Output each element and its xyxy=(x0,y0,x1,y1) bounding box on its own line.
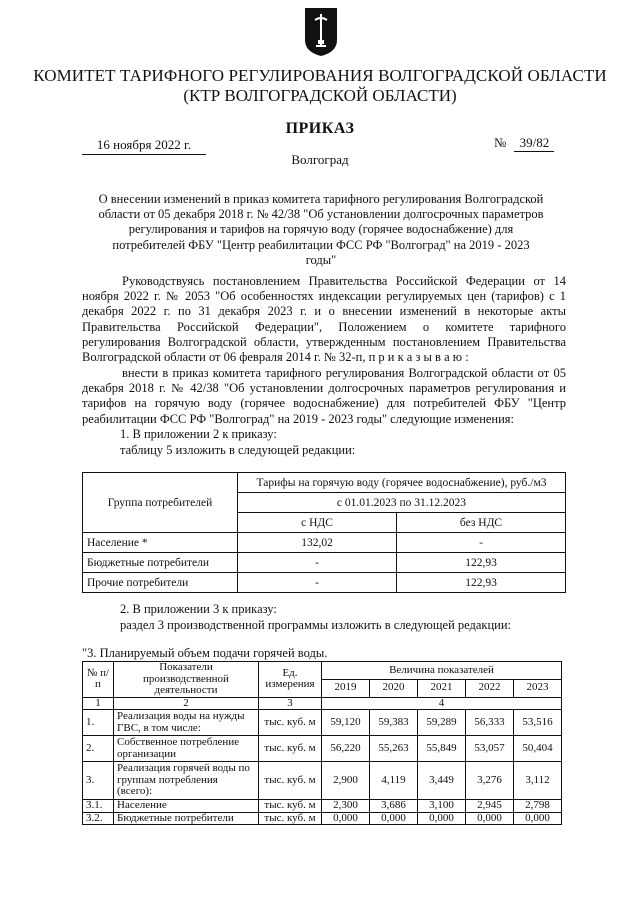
table-header-period: с 01.01.2023 по 31.12.2023 xyxy=(238,493,566,513)
index-cell: 2 xyxy=(114,697,259,710)
table-cell: 2,300 xyxy=(322,800,370,813)
year-2022: 2022 xyxy=(466,679,514,697)
index-cell: 4 xyxy=(322,697,562,710)
table-cell: 3,100 xyxy=(418,800,466,813)
table-cell: 59,120 xyxy=(322,710,370,736)
coat-of-arms-icon xyxy=(303,6,339,58)
table-row xyxy=(83,710,562,736)
table-row xyxy=(83,553,566,573)
table-cell: - xyxy=(238,553,397,573)
table-header-group: Группа потребителей xyxy=(83,473,238,533)
doc-city: Волгоград xyxy=(291,152,349,167)
table-cell: тыс. куб. м xyxy=(259,762,322,800)
table-cell: Реализация воды на нужды ГВС, в том числе: xyxy=(114,710,259,736)
table-cell: тыс. куб. м xyxy=(259,736,322,762)
item-1: 1. В приложении 2 к приказу: xyxy=(120,427,277,441)
table-cell: 59,289 xyxy=(418,710,466,736)
section-3-heading: "3. Планируемый объем подачи горячей воды. xyxy=(82,646,328,660)
table-row xyxy=(83,762,562,800)
table-cell: Бюджетные потребители xyxy=(114,812,259,825)
table-cell: Реализация горячей воды по группам потребления (всего): xyxy=(114,762,259,800)
table-cell: 3,112 xyxy=(514,762,562,800)
org-short-name: (КТР ВОЛГОГРАДСКОЙ ОБЛАСТИ) xyxy=(183,86,457,105)
table-cell: 3,686 xyxy=(370,800,418,813)
table-cell: тыс. куб. м xyxy=(259,710,322,736)
table-cell: - xyxy=(397,533,566,553)
table-cell: Население * xyxy=(83,533,238,553)
table-cell: 3.1. xyxy=(83,800,114,813)
table-cell: 56,333 xyxy=(466,710,514,736)
table-cell: 3,449 xyxy=(418,762,466,800)
table-cell: 50,404 xyxy=(514,736,562,762)
paragraph-basis: Руководствуясь постановлением Правительства Российской Федерации от 14 ноября 2022 г. № 2053 "Об особенностях индексации регулируемых цен (тарифов) с 1 декабря 2022 г. по 31 декабря 2023 г. и о внесении изменений в некоторые акты Правительства Российской Федерации", Положением о комитете тарифного регулирования Волгоградской области, утвержденным постановлением Правительства Волгоградской области от 06 февраля 2014 г. № 32-п, п р и к а з ы в а ю : xyxy=(82,274,566,365)
table-header-without-vat: без НДС xyxy=(397,513,566,533)
year-2021: 2021 xyxy=(418,679,466,697)
table-cell: 53,057 xyxy=(466,736,514,762)
table-cell: 2,798 xyxy=(514,800,562,813)
table-cell: Прочие потребители xyxy=(83,573,238,593)
table-cell: Бюджетные потребители xyxy=(83,553,238,573)
table-cell: 55,263 xyxy=(370,736,418,762)
table-cell: 122,93 xyxy=(397,573,566,593)
table-header-num: № п/п xyxy=(83,662,114,698)
doc-number-block xyxy=(494,135,554,152)
table-header-with-vat: с НДС xyxy=(238,513,397,533)
table-cell: 3. xyxy=(83,762,114,800)
table-cell: Население xyxy=(114,800,259,813)
table-row xyxy=(83,736,562,762)
table-cell: 0,000 xyxy=(514,812,562,825)
table-cell: тыс. куб. м xyxy=(259,800,322,813)
table-cell: 1. xyxy=(83,710,114,736)
table-cell: 53,516 xyxy=(514,710,562,736)
org-name: КОМИТЕТ ТАРИФНОГО РЕГУЛИРОВАНИЯ ВОЛГОГРАДСКОЙ ОБЛАСТИ xyxy=(33,66,607,85)
table-header-values: Величина показателей xyxy=(322,662,562,680)
table-header-tariffs: Тарифы на горячую воду (горячее водоснабжение), руб./м3 xyxy=(238,473,566,493)
index-cell: 3 xyxy=(259,697,322,710)
table-row xyxy=(83,533,566,553)
table-cell: 3,276 xyxy=(466,762,514,800)
doc-date: 16 ноября 2022 г. xyxy=(82,137,206,155)
table-row xyxy=(83,812,562,825)
table-cell: 3.2. xyxy=(83,812,114,825)
table-cell: 59,383 xyxy=(370,710,418,736)
doc-title: О внесении изменений в приказ комитета тарифного регулирования Волгоградской области от 05 декабря 2018 г. № 42/38 "Об установлении долгосрочных параметров регулирования и тарифов на горячую воду (горячее водоснабжение) для потребителей ФБУ "Центр реабилитации ФСС РФ "Волгоград" на 2019 - 2023 годы" xyxy=(98,192,544,267)
index-cell: 1 xyxy=(83,697,114,710)
table-cell: 2. xyxy=(83,736,114,762)
tariff-table xyxy=(82,472,566,593)
paragraph-decision: внести в приказ комитета тарифного регулирования Волгоградской области от 05 декабря 2018 г. № 42/38 "Об установлении долгосрочных параметров регулирования и тарифов на горячую воду (горячее водоснабжение) для потребителей ФБУ "Центр реабилитации ФСС РФ "Волгоград" на 2019 - 2023 годы" следующие изменения: xyxy=(82,366,566,426)
item-2-sub: раздел 3 производственной программы изложить в следующей редакции: xyxy=(120,618,512,632)
table-cell: 2,900 xyxy=(322,762,370,800)
doc-number: 39/82 xyxy=(514,135,554,152)
table-row xyxy=(83,573,566,593)
item-2: 2. В приложении 3 к приказу: xyxy=(120,602,277,616)
table-cell: 0,000 xyxy=(418,812,466,825)
year-2019: 2019 xyxy=(322,679,370,697)
table-header-unit: Ед. измерения xyxy=(259,662,322,698)
table-header-indicator: Показатели производственной деятельности xyxy=(114,662,259,698)
year-2020: 2020 xyxy=(370,679,418,697)
table-cell: 0,000 xyxy=(322,812,370,825)
table-cell: 0,000 xyxy=(466,812,514,825)
table-cell: 56,220 xyxy=(322,736,370,762)
table-cell: 2,945 xyxy=(466,800,514,813)
table-cell: 122,93 xyxy=(397,553,566,573)
doc-type: ПРИКАЗ xyxy=(285,120,355,137)
production-table xyxy=(82,661,562,825)
table-cell: 55,849 xyxy=(418,736,466,762)
table-cell: 4,119 xyxy=(370,762,418,800)
table-row xyxy=(83,800,562,813)
doc-number-label: № xyxy=(494,135,507,150)
table-cell: тыс. куб. м xyxy=(259,812,322,825)
table-cell: Собственное потребление организации xyxy=(114,736,259,762)
year-2023: 2023 xyxy=(514,679,562,697)
table-cell: 132,02 xyxy=(238,533,397,553)
item-1-sub: таблицу 5 изложить в следующей редакции: xyxy=(120,443,356,457)
table-cell: 0,000 xyxy=(370,812,418,825)
table-cell: - xyxy=(238,573,397,593)
